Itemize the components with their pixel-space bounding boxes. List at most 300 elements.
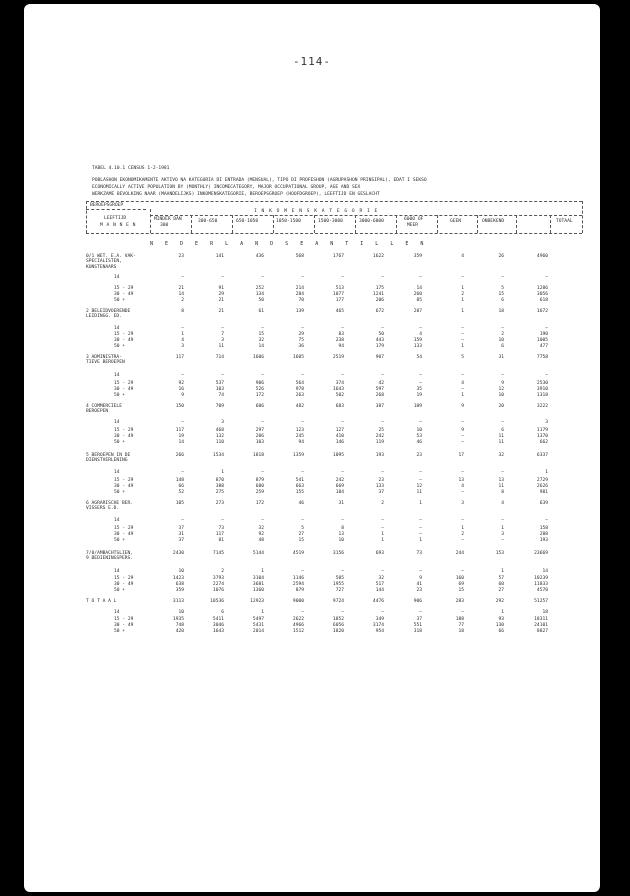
- cell-col-8: 4: [461, 484, 464, 489]
- cell-col-4: –: [301, 326, 304, 331]
- cell-col-3: 61: [258, 309, 264, 314]
- row-label-line: 50 +: [114, 538, 126, 543]
- cell-col-2: 1076: [212, 588, 224, 593]
- cell-col-7: 19: [416, 393, 422, 398]
- cell-col-5: –: [341, 610, 344, 615]
- cell-col-2: 74: [218, 393, 224, 398]
- row-label-line: 50 +: [114, 440, 126, 445]
- row-label-line: DIENSTVERLENING: [86, 458, 128, 464]
- cell-col-7: 159: [413, 338, 422, 343]
- row-label-line: 6 AGRARISCHE BER.: [86, 501, 134, 506]
- cell-col-9: 57: [498, 576, 504, 581]
- cell-col-8: 2: [461, 292, 464, 297]
- cell-col-7: 318: [413, 629, 422, 634]
- row-label-line: TIEVE BEROEPEN: [86, 360, 125, 366]
- table-row: [24, 440, 600, 446]
- cell-col-6: 349: [375, 617, 384, 622]
- cell-col-7: 260: [413, 292, 422, 297]
- cell-col-1: 31: [178, 532, 184, 537]
- cell-col-8: 1: [461, 298, 464, 303]
- cell-col-7: 1: [419, 501, 422, 506]
- cell-col-5: 3156: [332, 551, 344, 556]
- cell-col-3: 1: [261, 569, 264, 574]
- cell-col-8: 9: [461, 428, 464, 433]
- cell-col-10: 3910: [536, 387, 548, 392]
- row-label: [86, 355, 125, 366]
- scanned-page: [24, 4, 600, 892]
- table-row: [24, 501, 600, 512]
- cell-col-6: 37: [378, 490, 384, 495]
- cell-col-1: 19: [178, 434, 184, 439]
- cell-col-1: 748: [175, 623, 184, 628]
- cell-col-6: 242: [375, 434, 384, 439]
- row-label: [114, 518, 120, 523]
- cell-col-1: –: [181, 326, 184, 331]
- cell-col-5: 242: [335, 478, 344, 483]
- cell-col-4: 879: [295, 588, 304, 593]
- cell-col-1: 4: [181, 338, 184, 343]
- cell-col-7: 9: [419, 576, 422, 581]
- col-header-8: GEEN: [450, 219, 462, 224]
- row-label-line: VISSERS E.D.: [86, 506, 120, 512]
- row-label-line: 50 +: [114, 344, 126, 349]
- col-header-2: 300-650: [198, 219, 218, 224]
- cell-col-8: –: [461, 275, 464, 280]
- cell-col-10: 2530: [536, 381, 548, 386]
- table-row: [24, 393, 600, 399]
- cell-col-1: 117: [175, 428, 184, 433]
- cell-col-3: –: [261, 518, 264, 523]
- cell-col-6: 179: [375, 344, 384, 349]
- row-label-line: 50 +: [114, 490, 126, 495]
- section-title: N E D E R L A N D S E A N T I L L E N: [150, 241, 428, 247]
- row-label: [86, 453, 130, 464]
- cell-col-8: –: [461, 610, 464, 615]
- table-row: [24, 373, 600, 379]
- cell-col-10: 4960: [536, 254, 548, 259]
- cell-col-5: 6056: [332, 623, 344, 628]
- table-title: TABEL 4.10.1 CENSUS 1-2-1981: [92, 166, 170, 171]
- cell-col-2: 709: [215, 404, 224, 409]
- cell-col-4: 70: [298, 298, 304, 303]
- cell-col-4: 36: [298, 344, 304, 349]
- cell-col-9: 6: [501, 428, 504, 433]
- cell-col-4: 284: [295, 292, 304, 297]
- cell-col-4: 123: [295, 428, 304, 433]
- row-label: [114, 298, 125, 303]
- cell-col-2: 1643: [212, 629, 224, 634]
- cell-col-9: 26: [498, 254, 504, 259]
- cell-col-8: 1: [461, 344, 464, 349]
- row-label-line: 14: [114, 569, 120, 574]
- cell-col-5: 2519: [332, 355, 344, 360]
- cell-col-4: –: [301, 275, 304, 280]
- cell-col-1: 638: [175, 582, 184, 587]
- col-header-4: 1050-1500: [276, 219, 301, 224]
- cell-col-6: 42: [378, 381, 384, 386]
- cell-col-2: 2274: [212, 582, 224, 587]
- cell-col-1: –: [181, 373, 184, 378]
- cell-col-5: 127: [335, 428, 344, 433]
- cell-col-6: –: [381, 470, 384, 475]
- cell-col-8: 13: [458, 478, 464, 483]
- cell-col-1: 117: [175, 355, 184, 360]
- table-row: [24, 599, 600, 605]
- cell-col-4: –: [301, 518, 304, 523]
- cell-col-10: 11833: [534, 582, 548, 587]
- row-label: [114, 434, 133, 439]
- cell-col-7: –: [419, 532, 422, 537]
- cell-col-4: 214: [295, 286, 304, 291]
- row-label-line: 14: [114, 518, 120, 523]
- cell-col-6: 133: [375, 484, 384, 489]
- row-label-line: 50 +: [114, 588, 126, 593]
- age-label: LEEFTIJD: [104, 216, 127, 221]
- cell-col-1: 1423: [172, 576, 184, 581]
- cell-col-9: 60: [498, 582, 504, 587]
- cell-col-2: 468: [215, 428, 224, 433]
- cell-col-1: 23: [178, 254, 184, 259]
- row-label-line: 30 - 49: [114, 292, 134, 297]
- cell-col-6: 175: [375, 286, 384, 291]
- cell-col-3: 172: [255, 393, 264, 398]
- cell-col-9: –: [501, 326, 504, 331]
- cell-col-9: 153: [495, 551, 504, 556]
- cell-col-6: –: [381, 326, 384, 331]
- table-row: [24, 538, 600, 544]
- cell-col-2: –: [221, 373, 224, 378]
- cell-col-3: 2014: [252, 629, 264, 634]
- cell-col-2: 110: [215, 440, 224, 445]
- cell-col-5: –: [341, 420, 344, 425]
- cell-col-9: 1: [501, 610, 504, 615]
- cell-col-9: 12: [498, 387, 504, 392]
- row-label: [86, 404, 122, 415]
- cell-col-7: 551: [413, 623, 422, 628]
- cell-col-3: 134: [255, 292, 264, 297]
- table-row: [24, 453, 600, 464]
- row-label-line: 15 - 29: [114, 478, 134, 483]
- cell-col-10: 639: [539, 501, 548, 506]
- row-label-line: BEROEPEN: [86, 409, 109, 415]
- cell-col-7: 1: [419, 538, 422, 543]
- row-label: [114, 344, 125, 349]
- cell-col-7: 23: [416, 453, 422, 458]
- cell-col-6: 193: [375, 453, 384, 458]
- cell-col-7: –: [419, 569, 422, 574]
- row-label: [114, 526, 133, 531]
- cell-col-8: –: [461, 387, 464, 392]
- cell-col-6: 693: [375, 551, 384, 556]
- cell-col-2: 7: [221, 332, 224, 337]
- row-label-line: LEIDINGG. ED.: [86, 314, 122, 320]
- cell-col-10: 14: [542, 569, 548, 574]
- row-label-line: 30 - 49: [114, 434, 134, 439]
- cell-col-7: –: [419, 373, 422, 378]
- cell-col-6: 1: [381, 538, 384, 543]
- cell-col-10: 8827: [536, 629, 548, 634]
- cell-col-4: –: [301, 569, 304, 574]
- cell-col-1: 150: [175, 404, 184, 409]
- cell-col-9: 8: [501, 490, 504, 495]
- row-label: [114, 582, 133, 587]
- cell-col-6: 443: [375, 338, 384, 343]
- cell-col-5: –: [341, 373, 344, 378]
- col-header-5: 1500-3000: [318, 219, 343, 224]
- cell-col-6: 119: [375, 440, 384, 445]
- cell-col-2: 3793: [212, 576, 224, 581]
- cell-col-9: 10: [498, 338, 504, 343]
- table-row: [24, 518, 600, 524]
- cell-col-1: 359: [175, 588, 184, 593]
- cell-col-9: 15: [498, 292, 504, 297]
- cell-col-3: 526: [255, 387, 264, 392]
- col-header-7: 6000 OF: [404, 217, 424, 222]
- cell-col-1: 148: [175, 478, 184, 483]
- cell-col-1: 10: [178, 569, 184, 574]
- cell-col-3: 92: [258, 532, 264, 537]
- cell-col-7: –: [419, 326, 422, 331]
- row-label-line: 30 - 49: [114, 387, 134, 392]
- cell-col-6: 4476: [372, 599, 384, 604]
- row-label-line: 5 BEROEPEN IN DE: [86, 453, 131, 458]
- cell-col-7: 14: [416, 286, 422, 291]
- cell-col-1: 9: [181, 393, 184, 398]
- cell-col-4: 29: [298, 332, 304, 337]
- cell-col-7: –: [419, 518, 422, 523]
- cell-col-1: 14: [178, 440, 184, 445]
- cell-col-1: –: [181, 420, 184, 425]
- cell-col-5: 184: [335, 490, 344, 495]
- cell-col-6: 3174: [372, 623, 384, 628]
- cell-col-8: 5: [461, 355, 464, 360]
- cell-col-2: 273: [215, 501, 224, 506]
- cell-col-5: 13: [338, 532, 344, 537]
- cell-col-2: 7145: [212, 551, 224, 556]
- cell-col-10: 1318: [536, 393, 548, 398]
- cell-col-8: 9: [461, 404, 464, 409]
- cell-col-10: 6337: [536, 453, 548, 458]
- cell-col-6: –: [381, 526, 384, 531]
- cell-col-7: 287: [413, 309, 422, 314]
- cell-col-3: 32: [258, 338, 264, 343]
- cell-col-1: 2: [181, 298, 184, 303]
- cell-col-9: 4: [501, 501, 504, 506]
- row-label-line: 50 +: [114, 393, 126, 398]
- cell-col-2: 141: [215, 254, 224, 259]
- cell-col-2: 132: [215, 434, 224, 439]
- cell-col-1: –: [181, 470, 184, 475]
- cell-col-5: 502: [335, 393, 344, 398]
- cell-col-10: –: [545, 518, 548, 523]
- row-label-line: 14: [114, 373, 120, 378]
- cell-col-1: 420: [175, 629, 184, 634]
- cell-col-2: –: [221, 326, 224, 331]
- description-line-english: ECONOMICALLY ACTIVE POPULATION BY (MONTHLY) INCOMECATEGORY, MAJOR OCCUPATIONAL GROUP, AGE AND SEX: [92, 185, 361, 190]
- row-label-line: 15 - 29: [114, 526, 134, 531]
- cell-col-7: –: [419, 610, 422, 615]
- cell-col-6: 206: [375, 298, 384, 303]
- cell-col-3: 3104: [252, 576, 264, 581]
- cell-col-8: 283: [455, 599, 464, 604]
- cell-col-5: 1820: [332, 629, 344, 634]
- cell-col-9: –: [501, 470, 504, 475]
- cell-col-10: –: [545, 373, 548, 378]
- sex-label: M A N N E N: [100, 223, 136, 228]
- cell-col-6: 597: [375, 387, 384, 392]
- cell-col-2: 6: [221, 610, 224, 615]
- cell-col-10: 477: [539, 344, 548, 349]
- cell-col-9: 5: [501, 286, 504, 291]
- row-label-line: 14: [114, 420, 120, 425]
- cell-col-4: 1605: [292, 355, 304, 360]
- table-row: [24, 610, 600, 616]
- cell-col-7: 4: [419, 332, 422, 337]
- row-label: [86, 551, 133, 562]
- row-label: [114, 470, 120, 475]
- row-label: [114, 576, 133, 581]
- cell-col-5: –: [341, 326, 344, 331]
- row-label: [114, 440, 125, 445]
- cell-col-10: 10239: [534, 576, 548, 581]
- row-label-line: 14: [114, 326, 120, 331]
- cell-col-10: 51257: [534, 599, 548, 604]
- row-label-line: 30 - 49: [114, 532, 134, 537]
- cell-col-2: 21: [218, 298, 224, 303]
- cell-col-4: –: [301, 420, 304, 425]
- cell-col-10: 3: [545, 420, 548, 425]
- row-label-line: T O T A A L: [86, 599, 117, 604]
- cell-col-6: –: [381, 569, 384, 574]
- cell-col-9: 66: [498, 629, 504, 634]
- table-row: [24, 309, 600, 320]
- cell-col-6: 144: [375, 588, 384, 593]
- cell-col-10: –: [545, 326, 548, 331]
- cell-col-8: –: [461, 373, 464, 378]
- cell-col-5: 669: [335, 484, 344, 489]
- row-label: [114, 338, 133, 343]
- cell-col-8: 69: [458, 582, 464, 587]
- cell-col-8: –: [461, 518, 464, 523]
- cell-col-8: 3: [461, 501, 464, 506]
- cell-col-3: 103: [255, 440, 264, 445]
- cell-col-8: 2: [461, 532, 464, 537]
- cell-col-5: 410: [335, 434, 344, 439]
- cell-col-1: 10: [178, 610, 184, 615]
- cell-col-5: 83: [338, 332, 344, 337]
- cell-col-10: 288: [539, 532, 548, 537]
- cell-col-1: 8: [181, 309, 184, 314]
- cell-col-9: 13: [498, 478, 504, 483]
- cell-col-5: 177: [335, 298, 344, 303]
- cell-col-3: 3681: [252, 582, 264, 587]
- cell-col-7: 53: [416, 434, 422, 439]
- cell-col-5: 465: [335, 309, 344, 314]
- cell-col-9: 9: [501, 381, 504, 386]
- cell-col-10: 1: [545, 470, 548, 475]
- cell-col-5: 1095: [332, 453, 344, 458]
- cell-col-2: 29: [218, 292, 224, 297]
- cell-col-2: 714: [215, 355, 224, 360]
- cell-col-3: 1360: [252, 588, 264, 593]
- cell-col-8: 160: [455, 576, 464, 581]
- cell-col-10: 7758: [536, 355, 548, 360]
- cell-col-6: 1241: [372, 292, 384, 297]
- row-label-line: 15 - 29: [114, 332, 134, 337]
- cell-col-9: 6: [501, 344, 504, 349]
- cell-col-3: 252: [255, 286, 264, 291]
- cell-col-3: –: [261, 420, 264, 425]
- cell-col-3: 32: [258, 526, 264, 531]
- cell-col-6: –: [381, 518, 384, 523]
- cell-col-4: 1359: [292, 453, 304, 458]
- cell-col-8: 17: [458, 453, 464, 458]
- cell-col-6: 672: [375, 309, 384, 314]
- cell-col-7: –: [419, 526, 422, 531]
- cell-col-4: 139: [295, 309, 304, 314]
- col-header-3: 650-1050: [236, 219, 259, 224]
- cell-col-10: 3222: [536, 404, 548, 409]
- cell-col-4: 564: [295, 381, 304, 386]
- cell-col-5: 1955: [332, 582, 344, 587]
- table-row: [24, 629, 600, 635]
- cell-col-2: –: [221, 518, 224, 523]
- cell-col-7: 54: [416, 355, 422, 360]
- cell-col-3: –: [261, 275, 264, 280]
- cell-col-1: 3: [181, 344, 184, 349]
- cell-col-2: 81: [218, 538, 224, 543]
- cell-col-5: 8: [341, 526, 344, 531]
- cell-col-2: 275: [215, 490, 224, 495]
- row-label: [114, 629, 125, 634]
- group-label: BEROEPSGROEP: [90, 203, 124, 208]
- row-label-line: 4 COMMERCIELE: [86, 404, 122, 409]
- cell-col-6: 268: [375, 393, 384, 398]
- row-label: [114, 428, 133, 433]
- cell-col-2: 1: [221, 470, 224, 475]
- cell-col-9: 32: [498, 453, 504, 458]
- cell-col-10: 18311: [534, 617, 548, 622]
- cell-col-9: –: [501, 373, 504, 378]
- cell-col-2: 388: [215, 484, 224, 489]
- cell-col-1: 21: [178, 286, 184, 291]
- cell-col-4: 978: [295, 387, 304, 392]
- cell-col-9: 1: [501, 569, 504, 574]
- cell-col-9: 11: [498, 434, 504, 439]
- table-row: [24, 551, 600, 562]
- row-label-line: 30 - 49: [114, 582, 134, 587]
- cell-col-6: 517: [375, 582, 384, 587]
- col-header-1: MINDER DAN: [154, 217, 182, 222]
- page-number: -114-: [292, 55, 332, 68]
- cell-col-2: 3046: [212, 623, 224, 628]
- row-label: [114, 373, 120, 378]
- cell-col-8: –: [461, 338, 464, 343]
- cell-col-3: 680: [255, 484, 264, 489]
- table-row: [24, 569, 600, 575]
- cell-col-2: 91: [218, 286, 224, 291]
- cell-col-4: 9000: [292, 599, 304, 604]
- table-row: [24, 588, 600, 594]
- cell-col-9: –: [501, 420, 504, 425]
- row-label: [114, 610, 120, 615]
- cell-col-3: 1: [261, 610, 264, 615]
- cell-col-6: 50: [378, 332, 384, 337]
- cell-col-4: 1512: [292, 629, 304, 634]
- cell-col-5: 1852: [332, 617, 344, 622]
- table-row: [24, 254, 600, 270]
- cell-col-9: 11: [498, 440, 504, 445]
